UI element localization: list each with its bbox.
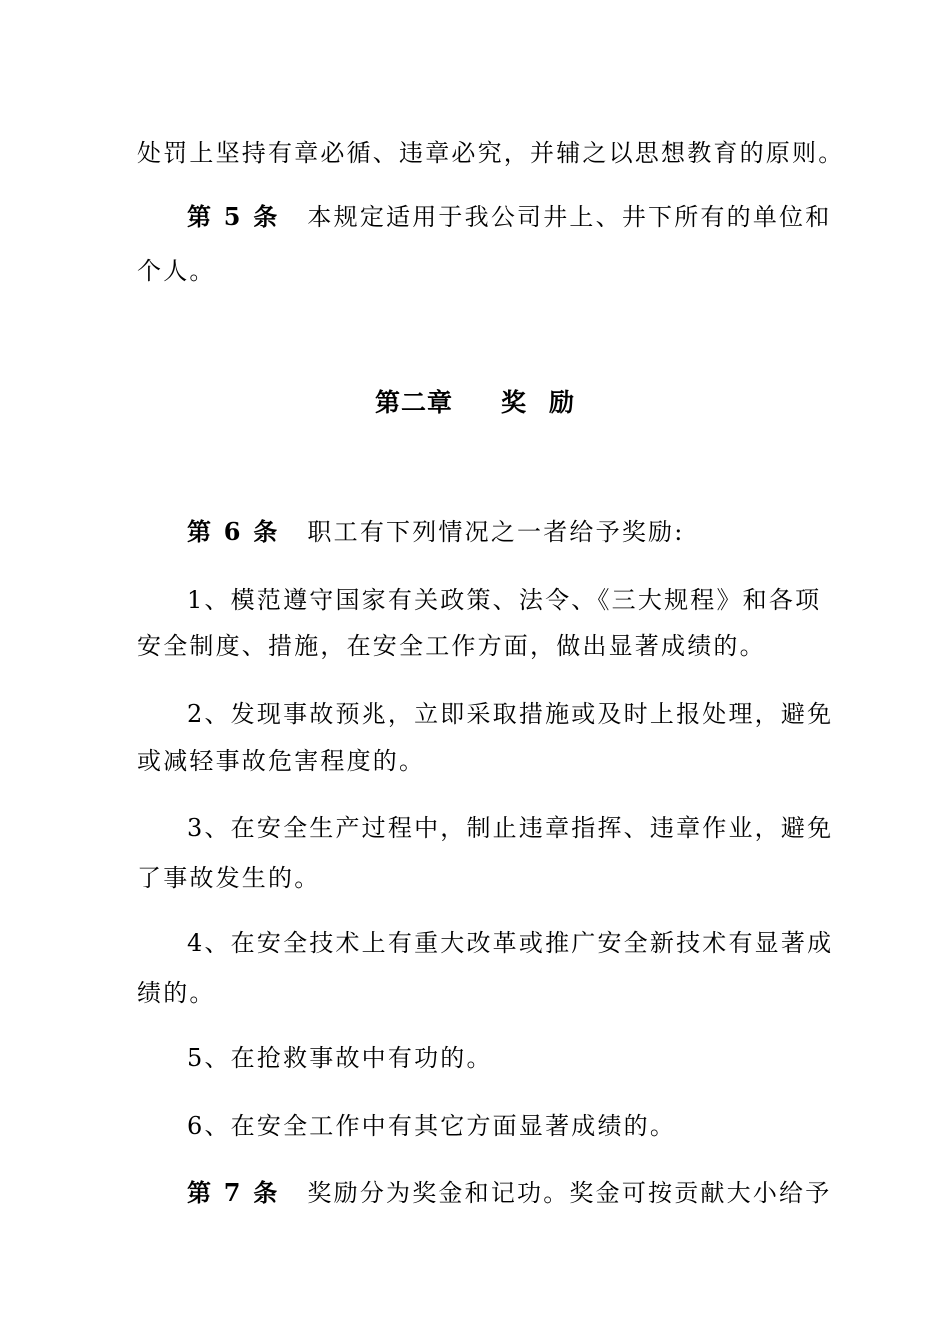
article-5-line	[187, 200, 832, 234]
article-7-line	[187, 1176, 832, 1210]
list-item: 4、在安全技术上有重大改革或推广安全新技术有显著成	[187, 929, 834, 957]
chapter-title	[0, 386, 950, 420]
list-item-continuation: 或减轻事故危害程度的。	[137, 747, 426, 775]
article-5-continuation: 个人。	[137, 257, 216, 285]
list-item: 3、在安全生产过程中，制止违章指挥、违章作业，避免	[187, 814, 834, 842]
article-6-label: 第 6 条	[187, 517, 280, 546]
list-item-continuation: 安全制度、措施，在安全工作方面，做出显著成绩的。	[137, 632, 766, 660]
article-5-text: 本规定适用于我公司井上、井下所有的单位和	[307, 203, 832, 231]
chapter-number: 第二章	[374, 388, 453, 417]
article-5-label: 第 5 条	[187, 202, 280, 231]
article-6-line	[187, 515, 817, 549]
article-6-text: 职工有下列情况之一者给予奖励:	[307, 518, 685, 546]
list-item: 1、模范遵守国家有关政策、法令、《三大规程》和各项	[187, 586, 822, 614]
list-item-continuation: 绩的。	[137, 979, 216, 1007]
article-7-label: 第 7 条	[187, 1178, 280, 1207]
list-item: 2、发现事故预兆，立即采取措施或及时上报处理，避免	[187, 700, 834, 728]
chapter-name-2: 励	[549, 388, 576, 417]
list-item: 5、在抢救事故中有功的。	[187, 1044, 493, 1072]
chapter-name-1: 奖	[500, 388, 527, 417]
list-item: 6、在安全工作中有其它方面显著成绩的。	[187, 1112, 677, 1140]
article-7-text: 奖励分为奖金和记功。奖金可按贡献大小给予	[307, 1179, 832, 1207]
paragraph-line: 处罚上坚持有章必循、违章必究，并辅之以思想教育的原则。	[137, 139, 845, 167]
list-item-continuation: 了事故发生的。	[137, 864, 321, 892]
